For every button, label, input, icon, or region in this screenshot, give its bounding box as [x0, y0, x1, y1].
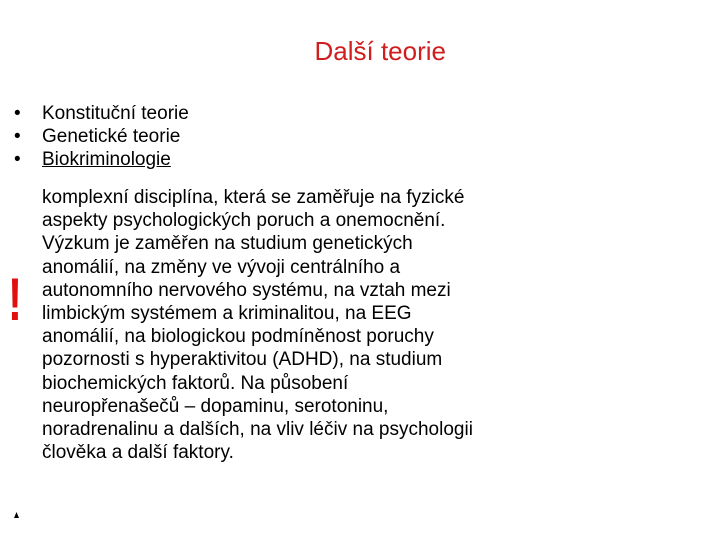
description-line: neuropřenašečů – dopaminu, serotoninu, [42, 395, 389, 417]
bullet-list [14, 102, 189, 171]
description-line: Výzkum je zaměřen na studium genetických [42, 233, 413, 255]
description-line: limbickým systémem a kriminalitou, na EEG [42, 303, 412, 325]
exclamation-mark: ! [8, 266, 22, 333]
description-line: komplexní disciplína, která se zaměřuje na fyzické [42, 187, 465, 208]
bullet-item-konstitucni [14, 102, 189, 125]
corner-marker-icon [14, 512, 19, 518]
description-line: biochemických faktorů. Na působení [42, 372, 349, 394]
bullet-marker: • [14, 126, 21, 147]
description-line: aspekty psychologických poruch a onemocnění. [42, 210, 446, 232]
description-line: pozornosti s hyperaktivitou (ADHD), na studium [42, 349, 443, 371]
description-line: noradrenalinu a dalších, na vliv léčiv na psychologii [42, 419, 473, 441]
slide-title: Další teorie [314, 36, 446, 66]
bullet-text: Konstituční teorie [42, 103, 189, 124]
bullet-text: Biokriminologie [42, 149, 171, 170]
bullet-text: Genetické teorie [42, 126, 181, 147]
biokriminologie-description [42, 186, 662, 464]
description-line: anomálií, na změny ve vývoji centrálního a [42, 256, 401, 278]
bullet-marker: • [14, 103, 21, 124]
bullet-item-biokriminologie [14, 148, 189, 171]
description-line: člověka a další faktory. [42, 442, 234, 464]
bullet-item-geneticke [14, 125, 189, 148]
description-line: anomálií, na biologickou podmíněnost poruchy [42, 326, 434, 348]
bullet-marker: • [14, 149, 21, 170]
description-line: autonomního nervového systému, na vztah mezi [42, 279, 451, 301]
